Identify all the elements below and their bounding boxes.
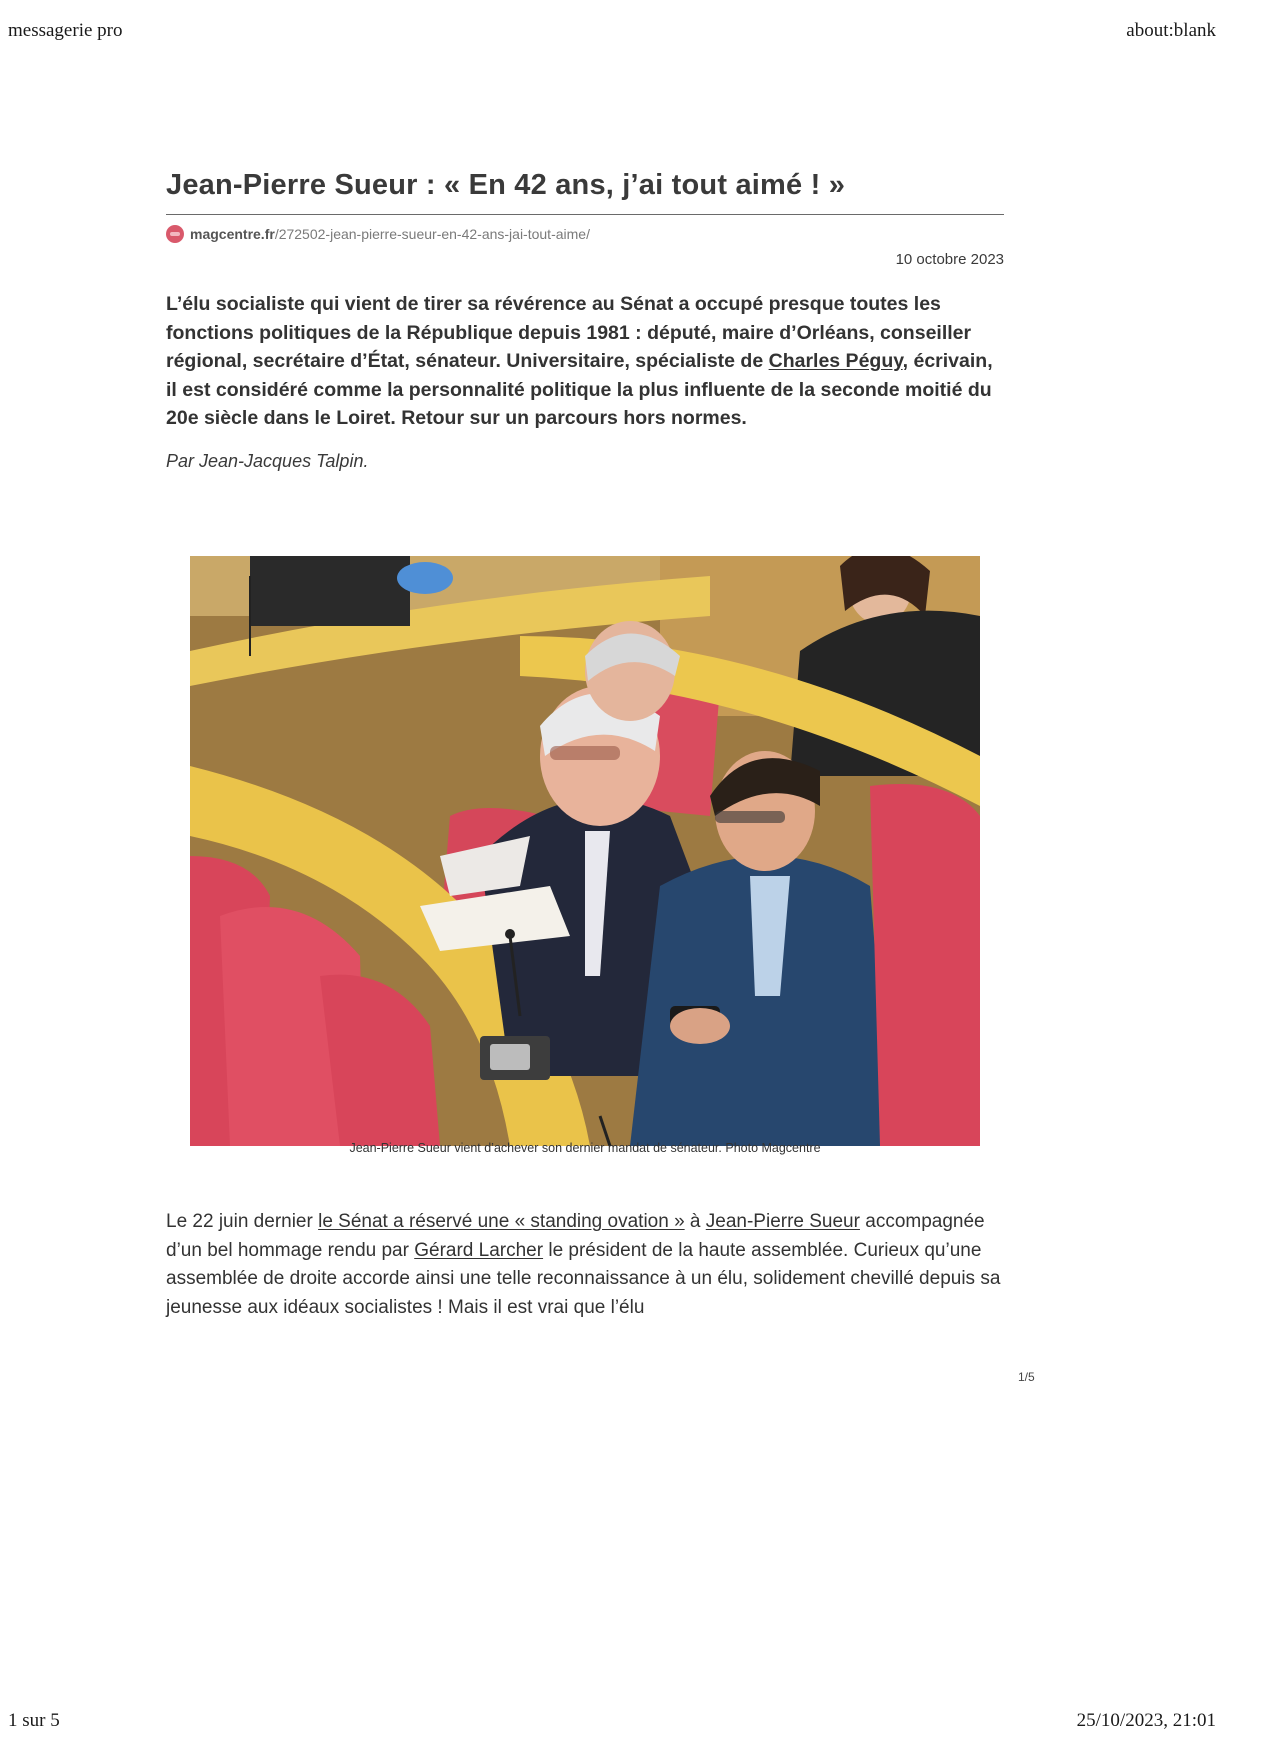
- photo-caption: Jean-Pierre Sueur vient d’achever son dernier mandat de sénateur. Photo Magcentre: [349, 1141, 821, 1155]
- senate-photo-illustration: [190, 556, 980, 1146]
- source-path: /272502-jean-pierre-sueur-en-42-ans-jai-tout-aime/: [274, 226, 590, 242]
- source-link[interactable]: [166, 223, 1004, 245]
- article-photo: [190, 556, 980, 1146]
- article-body: [166, 1208, 1004, 1322]
- article-lead: [166, 290, 1004, 433]
- source-domain: magcentre.fr: [190, 226, 275, 242]
- article: [166, 168, 1004, 472]
- site-favicon-icon: [166, 225, 184, 243]
- print-footer-page-count: 1 sur 5: [8, 1710, 60, 1731]
- page-indicator: 1/5: [1018, 1370, 1035, 1384]
- article-title: Jean-Pierre Sueur : « En 42 ans, j’ai tout aimé ! »: [166, 169, 846, 201]
- body-text-2: à: [684, 1211, 706, 1232]
- lead-text-2: , écrivain, il est considéré comme la personnalité politique la plus influente de la seconde moitié du 20e siècle dans le Loiret. Retour sur un parcours hors normes.: [166, 350, 993, 429]
- lead-text-1: L’élu socialiste qui vient de tirer sa révérence au Sénat a occupé presque toutes les fonctions politiques de la République depuis 1981 : député, maire d’Orléans, conseiller régional, secrétaire d’État, sénateur. Universitaire, spécialiste de: [166, 293, 972, 372]
- body-text-4: le président de la haute assemblée. Curieux qu’une assemblée de droite accorde ainsi une telle reconnaissance à un élu, solidement chevillé depuis sa jeunesse aux idéaux socialistes ! Mais il est vrai que l’élu: [166, 1239, 1001, 1318]
- body-text-3: accompagnée d’un bel hommage rendu par: [166, 1211, 985, 1261]
- link-charles-peguy[interactable]: Charles Péguy: [768, 350, 903, 372]
- print-header-url: about:blank: [1126, 20, 1216, 41]
- link-senat-standing-ovation[interactable]: le Sénat a réservé une « standing ovation »: [318, 1211, 685, 1232]
- article-date: 10 octobre 2023: [895, 251, 1004, 268]
- body-text-1: Le 22 juin dernier: [166, 1211, 319, 1232]
- link-jean-pierre-sueur[interactable]: Jean-Pierre Sueur: [705, 1211, 860, 1232]
- link-gerard-larcher[interactable]: Gérard Larcher: [414, 1239, 544, 1261]
- print-footer-datetime: 25/10/2023, 21:01: [1076, 1710, 1216, 1731]
- title-divider: [166, 214, 1004, 215]
- article-byline: Par Jean-Jacques Talpin.: [166, 450, 369, 471]
- print-header-title: messagerie pro: [8, 20, 123, 41]
